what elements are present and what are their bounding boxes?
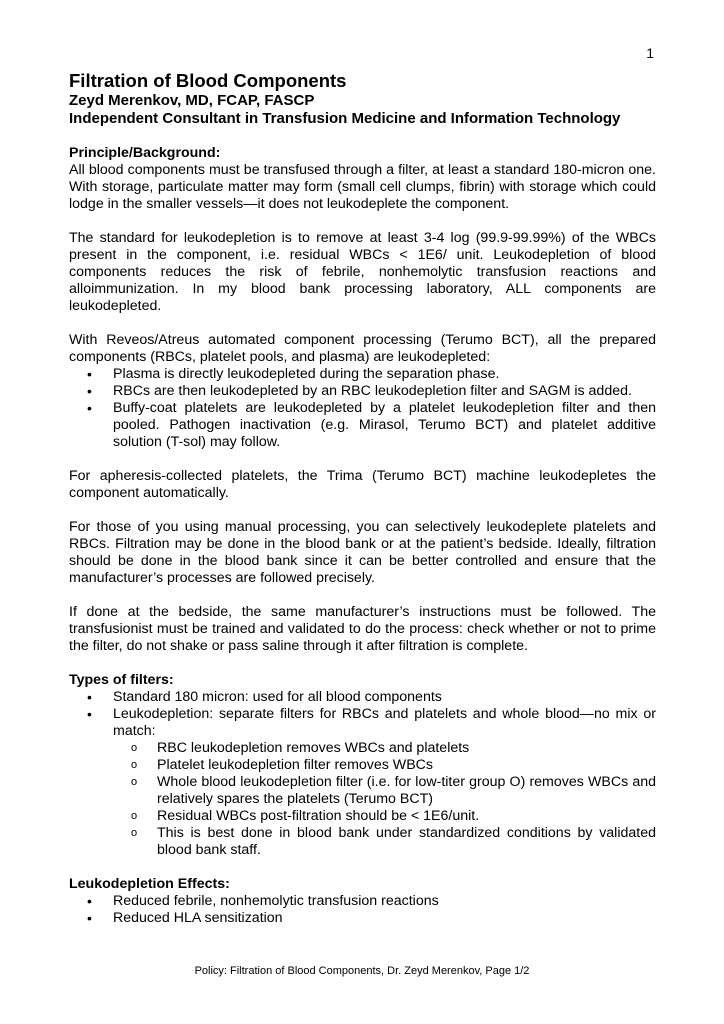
paragraph: With Reveos/Atreus automated component processing (Terumo BCT), all the prepared components (RBCs, platelet pools, and plasma) are leukodepleted: xyxy=(69,332,656,365)
effects-bullet-list xyxy=(69,893,656,927)
sub-list-item: o Whole blood leukodepletion filter (i.e. for low-titer group O) removes WBCs and relatively spares the platelets (Terumo BCT) xyxy=(113,774,656,808)
paragraph: For those of you using manual processing, you can selectively leukodeplete platelets and RBCs. Filtration may be done in the blood bank or at the patient’s bedside. Ideally, filtration should be done in the blood bank since it can be better controlled and ensure that the manufacturer’s processes are followed precisely. xyxy=(69,519,656,586)
document-title: Filtration of Blood Components xyxy=(69,70,347,91)
paragraph: The standard for leukodepletion is to remove at least 3-4 log (99.9-99.99%) of the WBCs present in the component, i.e. residual WBCs < 1E6/ unit. Leukodepletion of blood components reduces the risk of febrile, nonhemolytic transfusion reactions and alloimmunization. In my blood bank processing laboratory, ALL components are leukodepleted. xyxy=(69,230,656,314)
paragraph: For apheresis-collected platelets, the Trima (Terumo BCT) machine leukodepletes the component automatically. xyxy=(69,468,656,501)
sub-list-item: o Platelet leukodepletion filter removes WBCs xyxy=(113,757,656,774)
section-heading-filters: Types of filters: xyxy=(69,672,174,688)
section-heading-effects: Leukodepletion Effects: xyxy=(69,876,230,892)
author-line: Zeyd Merenkov, MD, FCAP, FASCP xyxy=(69,92,315,109)
list-item: • Reduced febrile, nonhemolytic transfusion reactions xyxy=(69,893,656,910)
list-item: • Plasma is directly leukodepleted during the separation phase. xyxy=(69,366,656,383)
filters-bullet-list xyxy=(69,689,656,859)
list-item: • RBCs are then leukodepleted by an RBC leukodepletion filter and SAGM is added. xyxy=(69,383,656,400)
reveos-bullet-list xyxy=(69,366,656,451)
list-item xyxy=(69,706,656,859)
page-footer: Policy: Filtration of Blood Components, Dr. Zeyd Merenkov, Page 1/2 xyxy=(194,965,530,977)
list-item: • Buffy-coat platelets are leukodepleted by a platelet leukodepletion filter and then pooled. Pathogen inactivation (e.g. Mirasol, Terumo BCT) and platelet additive solution (T-sol) may follow. xyxy=(69,400,656,451)
paragraph: If done at the bedside, the same manufacturer’s instructions must be followed. The transfusionist must be trained and validated to do the process: check whether or not to prime the filter, do not shake or pass saline through it after filtration is complete. xyxy=(69,604,656,654)
list-item: • Reduced HLA sensitization xyxy=(69,910,656,927)
list-item-text: Leukodepletion: separate filters for RBCs and platelets and whole blood—no mix or match: xyxy=(113,706,656,739)
list-item: • Standard 180 micron: used for all blood components xyxy=(69,689,656,706)
paragraph: All blood components must be transfused through a filter, at least a standard 180-micron one. With storage, particulate matter may form (small cell clumps, fibrin) with storage which could lodge in the smaller vessels—it does not leukodeplete the component. xyxy=(69,162,656,212)
affiliation-line: Independent Consultant in Transfusion Medicine and Information Technology xyxy=(69,110,621,127)
sub-list-item: o This is best done in blood bank under standardized conditions by validated blood bank staff. xyxy=(113,825,656,859)
section-heading-principle: Principle/Background: xyxy=(69,145,221,161)
filters-sub-bullet-list xyxy=(113,740,656,859)
document-body xyxy=(69,70,656,927)
page-number: 1 xyxy=(646,45,654,61)
sub-list-item: o RBC leukodepletion removes WBCs and platelets xyxy=(113,740,656,757)
sub-list-item: o Residual WBCs post-filtration should be < 1E6/unit. xyxy=(113,808,656,825)
